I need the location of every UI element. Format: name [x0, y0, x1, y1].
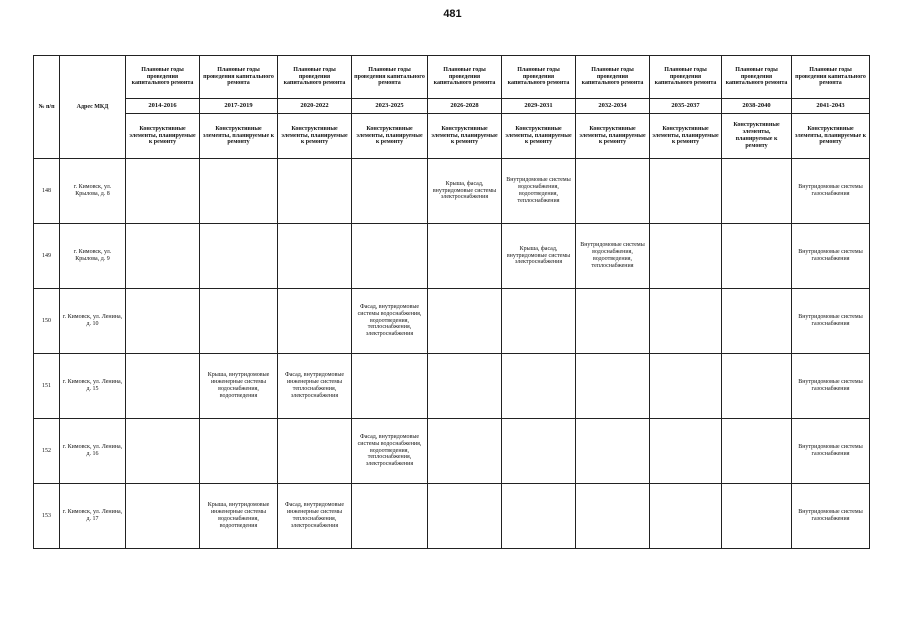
period-title-header: Плановые годы проведения капитального ремонта	[792, 56, 870, 99]
repair-elements-cell	[126, 354, 200, 419]
repair-elements-cell: Крыша, фасад, внутридомовые системы электроснабжения	[502, 224, 576, 289]
period-title-header: Плановые годы проведения капитального ремонта	[126, 56, 200, 99]
period-years-header: 2041-2043	[792, 99, 870, 114]
row-address: г. Кимовск, ул. Крылова, д. 8	[60, 159, 126, 224]
period-title-header: Плановые годы проведения капитального ремонта	[502, 56, 576, 99]
column-header-address: Адрес МКД	[60, 56, 126, 159]
repair-elements-cell	[352, 159, 428, 224]
repair-elements-cell: Фасад, внутридомовые инженерные системы теплоснабжения, электроснабжения	[278, 354, 352, 419]
repair-elements-cell	[126, 224, 200, 289]
period-elements-header: Конструктивные элементы, планируемые к ремонту	[200, 114, 278, 159]
repair-elements-cell	[722, 419, 792, 484]
period-elements-header: Конструктивные элементы, планируемые к ремонту	[722, 114, 792, 159]
repair-elements-cell	[126, 419, 200, 484]
period-title-header: Плановые годы проведения капитального ремонта	[722, 56, 792, 99]
row-number: 153	[34, 484, 60, 549]
repair-elements-cell	[352, 354, 428, 419]
period-title-header: Плановые годы проведения капитального ремонта	[650, 56, 722, 99]
period-years-header: 2020-2022	[278, 99, 352, 114]
repair-elements-cell	[576, 419, 650, 484]
repair-elements-cell	[200, 159, 278, 224]
table-row	[34, 484, 870, 549]
row-address: г. Кимовск, ул. Ленина, д. 17	[60, 484, 126, 549]
page-number: 481	[443, 8, 462, 20]
period-elements-header: Конструктивные элементы, планируемые к ремонту	[126, 114, 200, 159]
repair-elements-cell: Внутридомовые системы газоснабжения	[792, 159, 870, 224]
repair-elements-cell	[428, 419, 502, 484]
period-elements-header: Конструктивные элементы, планируемые к ремонту	[502, 114, 576, 159]
repair-elements-cell	[278, 289, 352, 354]
period-years-header: 2017-2019	[200, 99, 278, 114]
row-number: 151	[34, 354, 60, 419]
period-years-header: 2035-2037	[650, 99, 722, 114]
repair-schedule-table	[33, 55, 870, 549]
period-years-header: 2014-2016	[126, 99, 200, 114]
table-row	[34, 289, 870, 354]
table-row	[34, 354, 870, 419]
row-address: г. Кимовск, ул. Ленина, д. 15	[60, 354, 126, 419]
repair-elements-cell	[352, 224, 428, 289]
table-row	[34, 224, 870, 289]
period-elements-header: Конструктивные элементы, планируемые к ремонту	[428, 114, 502, 159]
repair-elements-cell	[650, 484, 722, 549]
row-number: 152	[34, 419, 60, 484]
period-elements-header: Конструктивные элементы, планируемые к ремонту	[576, 114, 650, 159]
repair-elements-cell	[650, 159, 722, 224]
column-header-number: № п/п	[34, 56, 60, 159]
period-elements-header: Конструктивные элементы, планируемые к ремонту	[278, 114, 352, 159]
repair-elements-cell: Внутридомовые системы газоснабжения	[792, 224, 870, 289]
row-address: г. Кимовск, ул. Ленина, д. 10	[60, 289, 126, 354]
repair-elements-cell	[428, 484, 502, 549]
repair-elements-cell	[576, 159, 650, 224]
repair-elements-cell: Крыша, фасад, внутридомовые системы электроснабжения	[428, 159, 502, 224]
repair-elements-cell	[428, 224, 502, 289]
period-title-header: Плановые годы проведения капитального ремонта	[200, 56, 278, 99]
repair-elements-cell	[126, 159, 200, 224]
period-years-header: 2032-2034	[576, 99, 650, 114]
repair-elements-cell	[722, 354, 792, 419]
repair-elements-cell	[352, 484, 428, 549]
repair-elements-cell: Внутридомовые системы водоснабжения, водоотведения, теплоснабжения	[502, 159, 576, 224]
repair-elements-cell	[278, 419, 352, 484]
repair-elements-cell	[722, 289, 792, 354]
table-body	[34, 159, 870, 549]
repair-elements-cell	[278, 159, 352, 224]
repair-elements-cell	[650, 354, 722, 419]
row-address: г. Кимовск, ул. Ленина, д. 16	[60, 419, 126, 484]
repair-elements-cell: Фасад, внутридомовые инженерные системы теплоснабжения, электроснабжения	[278, 484, 352, 549]
repair-elements-cell	[650, 224, 722, 289]
repair-elements-cell: Внутридомовые системы водоснабжения, водоотведения, теплоснабжения	[576, 224, 650, 289]
period-years-header: 2029-2031	[502, 99, 576, 114]
repair-elements-cell	[200, 224, 278, 289]
repair-elements-cell	[722, 159, 792, 224]
row-number: 149	[34, 224, 60, 289]
repair-elements-cell	[428, 354, 502, 419]
row-number: 148	[34, 159, 60, 224]
repair-elements-cell	[200, 289, 278, 354]
repair-elements-cell	[502, 289, 576, 354]
row-number: 150	[34, 289, 60, 354]
row-address: г. Кимовск, ул. Крылова, д. 9	[60, 224, 126, 289]
repair-elements-cell: Крыша, внутридомовые инженерные системы водоснабжения, водоотведения	[200, 354, 278, 419]
period-years-header: 2023-2025	[352, 99, 428, 114]
table-header	[34, 56, 870, 159]
repair-elements-cell	[650, 419, 722, 484]
table-row	[34, 419, 870, 484]
repair-elements-cell	[126, 484, 200, 549]
repair-elements-cell	[278, 224, 352, 289]
repair-elements-cell	[722, 224, 792, 289]
repair-elements-cell: Фасад, внутридомовые системы водоснабжения, водоотведения, теплоснабжения, электроснабжения	[352, 419, 428, 484]
repair-elements-cell	[576, 354, 650, 419]
repair-elements-cell	[502, 484, 576, 549]
repair-elements-cell	[576, 484, 650, 549]
repair-elements-cell	[428, 289, 502, 354]
period-elements-header: Конструктивные элементы, планируемые к ремонту	[792, 114, 870, 159]
period-title-header: Плановые годы проведения капитального ремонта	[352, 56, 428, 99]
period-title-header: Плановые годы проведения капитального ремонта	[428, 56, 502, 99]
repair-elements-cell	[126, 289, 200, 354]
repair-elements-cell: Фасад, внутридомовые системы водоснабжения, водоотведения, теплоснабжения, электроснабжения	[352, 289, 428, 354]
repair-elements-cell	[576, 289, 650, 354]
repair-elements-cell: Крыша, внутридомовые инженерные системы водоснабжения, водоотведения	[200, 484, 278, 549]
repair-elements-cell	[722, 484, 792, 549]
repair-elements-cell	[502, 419, 576, 484]
repair-elements-cell	[650, 289, 722, 354]
repair-elements-cell: Внутридомовые системы газоснабжения	[792, 419, 870, 484]
period-years-header: 2038-2040	[722, 99, 792, 114]
repair-elements-cell: Внутридомовые системы газоснабжения	[792, 354, 870, 419]
period-years-header: 2026-2028	[428, 99, 502, 114]
period-elements-header: Конструктивные элементы, планируемые к ремонту	[352, 114, 428, 159]
repair-elements-cell	[502, 354, 576, 419]
repair-elements-cell: Внутридомовые системы газоснабжения	[792, 289, 870, 354]
period-elements-header: Конструктивные элементы, планируемые к ремонту	[650, 114, 722, 159]
table-row	[34, 159, 870, 224]
period-title-header: Плановые годы проведения капитального ремонта	[576, 56, 650, 99]
repair-elements-cell: Внутридомовые системы газоснабжения	[792, 484, 870, 549]
repair-elements-cell	[200, 419, 278, 484]
period-title-header: Плановые годы проведения капитального ремонта	[278, 56, 352, 99]
